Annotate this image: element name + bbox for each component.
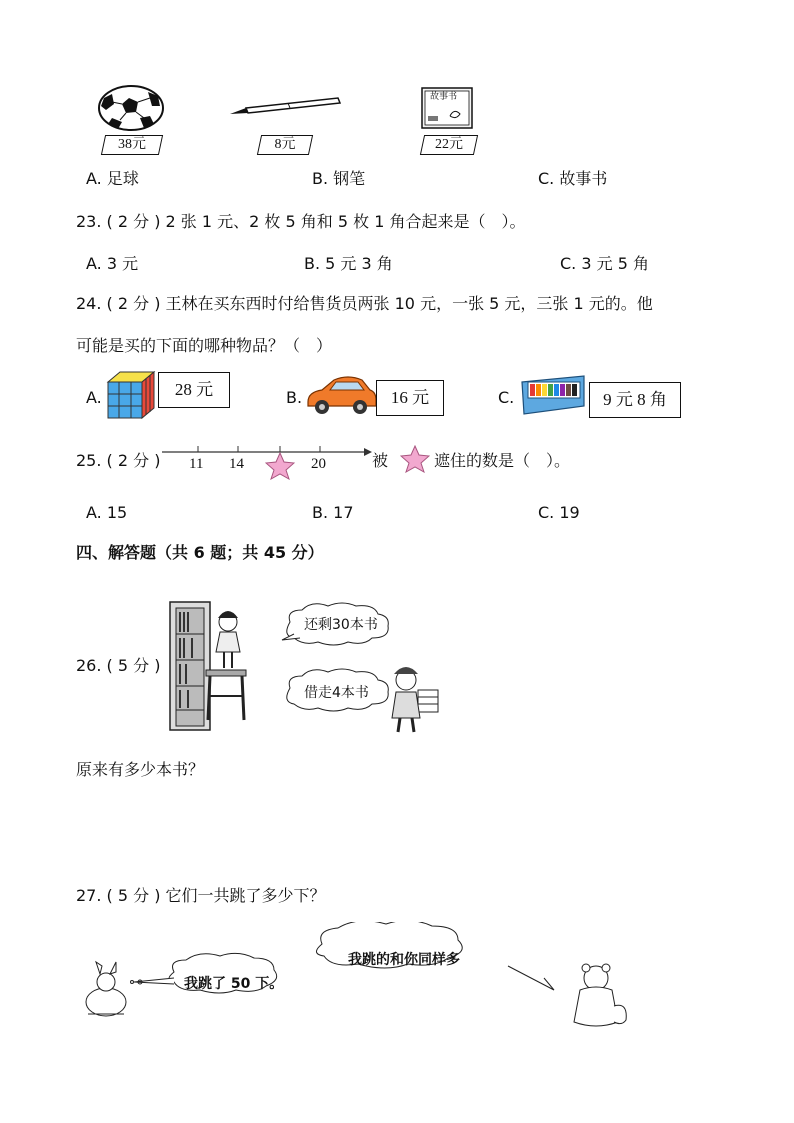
- q23-option-a[interactable]: A. 3 元: [86, 254, 139, 273]
- q24-stem-line1: 24. ( 2 分 ) 王林在买东西时付给售货员两张 10 元，一张 5 元，三张 1 元的。他: [76, 294, 653, 313]
- price-football: 38元: [118, 137, 146, 152]
- q27-bubble-left: 我跳了 50 下。: [184, 976, 284, 992]
- q27-bubble-right: 我跳的和你同样多: [348, 952, 460, 968]
- q23-stem: 23. ( 2 分 ) 2 张 1 元、2 枚 5 角和 5 枚 1 角合起来是（ ）。: [76, 212, 526, 231]
- price-tag-football: [101, 135, 163, 155]
- q22-option-b[interactable]: B. 钢笔: [312, 169, 366, 188]
- tick-label-11: 11: [189, 456, 204, 472]
- star-icon-inline: [400, 445, 430, 473]
- q24-price-a: 28 元: [158, 372, 230, 408]
- q27-stem: 27. ( 5 分 ) 它们一共跳了多少下？: [76, 886, 326, 905]
- q24-option-c[interactable]: C.: [498, 388, 515, 407]
- q24-stem-line2: 可能是买的下面的哪种物品？（ ）: [76, 336, 333, 355]
- price-book: 22元: [435, 137, 463, 152]
- q26-label: 26. ( 5 分 ): [76, 656, 161, 675]
- toy-car-icon: [304, 372, 378, 416]
- q26-question: 原来有多少本书？: [76, 760, 205, 779]
- q25-text-before: 被: [372, 451, 389, 470]
- q25-option-b[interactable]: B. 17: [312, 503, 354, 522]
- rubiks-cube-icon: [104, 368, 158, 422]
- price-tag-book: [420, 135, 478, 155]
- q25-label: 25. ( 2 分 ): [76, 451, 161, 470]
- q23-option-c[interactable]: C. 3 元 5 角: [560, 254, 649, 273]
- q26-bubble-top: 还剩30本书: [304, 617, 378, 633]
- q26-bubble-bottom: 借走4本书: [304, 685, 369, 701]
- price-pen: 8元: [274, 137, 296, 152]
- q22-option-a[interactable]: A. 足球: [86, 169, 139, 188]
- q24-price-b: 16 元: [376, 380, 444, 416]
- book-cover-title: 故事书: [430, 92, 458, 102]
- q25-text-after: 遮住的数是（ ）。: [434, 451, 571, 470]
- price-tag-pen: [257, 135, 313, 155]
- q25-option-c[interactable]: C. 19: [538, 503, 580, 522]
- fountain-pen-icon: [228, 96, 343, 120]
- soccer-ball-icon: [96, 84, 166, 132]
- q23-option-b[interactable]: B. 5 元 3 角: [304, 254, 393, 273]
- q25-option-a[interactable]: A. 15: [86, 503, 128, 522]
- q24-option-b[interactable]: B.: [286, 388, 303, 407]
- q24-price-c: 9 元 8 角: [589, 382, 681, 418]
- q24-option-a[interactable]: A.: [86, 388, 102, 407]
- q27-illustration: [78, 922, 638, 1032]
- tick-label-14: 14: [229, 456, 244, 472]
- tick-label-20: 20: [311, 456, 326, 472]
- crayon-box-icon: [520, 374, 588, 416]
- star-icon: [265, 452, 295, 480]
- q22-option-c[interactable]: C. 故事书: [538, 169, 608, 188]
- section-4-title: 四、解答题（共 6 题；共 45 分）: [76, 543, 324, 562]
